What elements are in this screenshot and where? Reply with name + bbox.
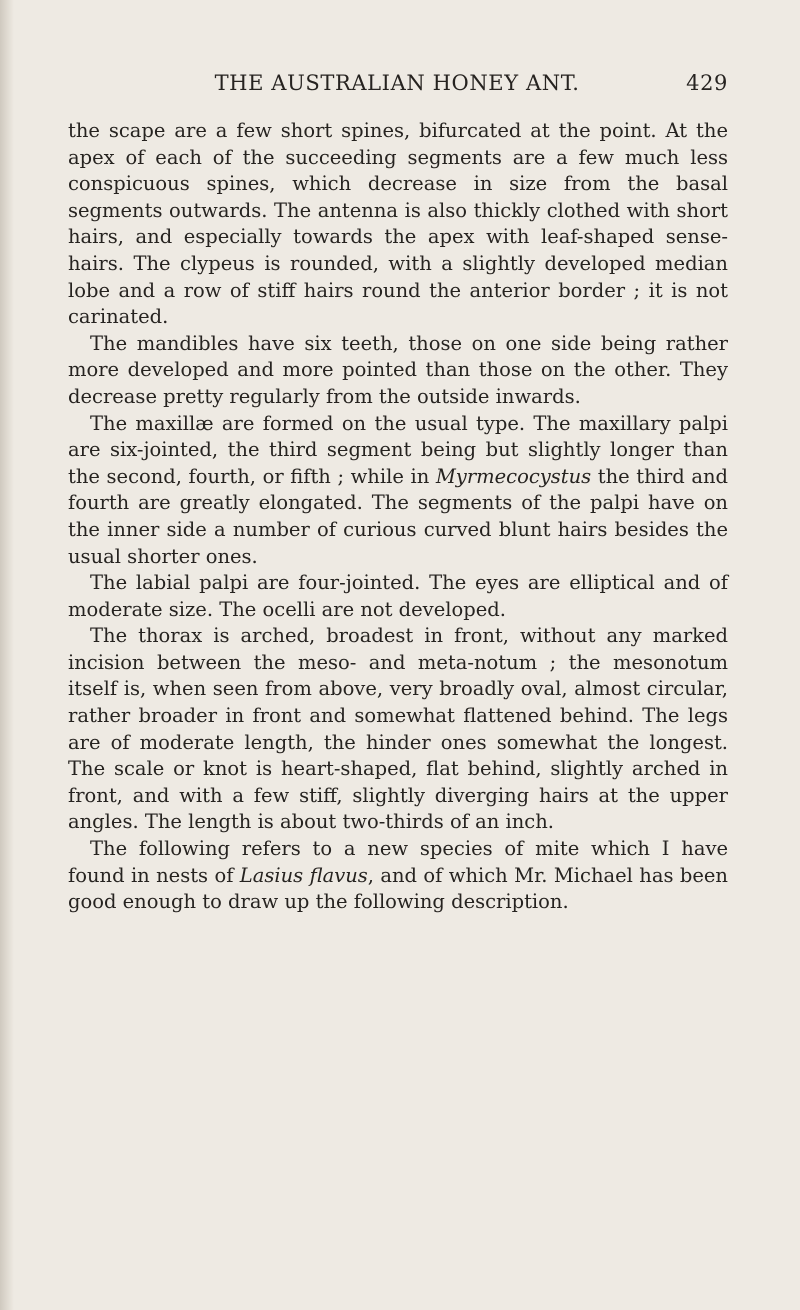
text-run: The thorax is arched, broadest in front, without any marked incision between the meso- and meta-notum ; the mesonotum itself is, when seen from above, very broadly oval, almost circular, rather broader in front and somewhat flattened behind. The legs are of moderate length, the hinder ones somewhat the longest. The scale or knot is heart-shaped, flat behind, slightly arched in front, and with a few stiff, slightly diverging hairs at the upper angles. The length is about two-thirds of an inch.	[68, 624, 728, 834]
italic-term: Myrmecocystus	[435, 464, 592, 488]
running-head	[68, 70, 728, 96]
paragraph	[68, 623, 728, 836]
text-run: , and of which Mr. Michael has been good enough to draw up the following description.	[68, 863, 728, 914]
page-number: 429	[686, 71, 728, 95]
paragraph	[68, 331, 728, 411]
paragraph	[68, 118, 728, 331]
running-head-spacer	[68, 70, 108, 96]
text-run: The labial palpi are four-jointed. The eyes are elliptical and of moderate size. The ocelli are not developed.	[68, 571, 728, 621]
text-run: the third and fourth are greatly elongated. The segments of the palpi have on the inner side a number of curious curved blunt hairs besides the usual shorter ones.	[68, 464, 728, 568]
text-run: The following refers to a new species of mite which I have found in nests of	[68, 837, 728, 887]
italic-term: Lasius flavus	[239, 863, 368, 887]
paragraph	[68, 836, 728, 916]
paragraph	[68, 411, 728, 571]
book-page	[68, 70, 728, 916]
binding-edge	[0, 0, 14, 1310]
text-run: the scape are a few short spines, bifurcated at the point. At the apex of each of the succeeding segments are a few much less conspicuous spines, which decrease in size from the basal segments outwards. The antenna is also thickly clothed with short hairs, and especially towards the apex with leaf-shaped sense-hairs. The clypeus is rounded, with a slightly developed median lobe and a row of stiff hairs round the anterior border ; it is not carinated.	[68, 119, 728, 329]
body-text	[68, 118, 728, 916]
running-head-title: THE AUSTRALIAN HONEY ANT.	[214, 71, 580, 95]
paragraph	[68, 570, 728, 623]
text-run: The maxillæ are formed on the usual type. The maxillary palpi are six-jointed, the third segment being but slightly longer than the second, fourth, or fifth ; while in	[68, 411, 728, 488]
text-run: The mandibles have six teeth, those on one side being rather more developed and more pointed than those on the other. They decrease pretty regularly from the outside inwards.	[68, 331, 728, 408]
